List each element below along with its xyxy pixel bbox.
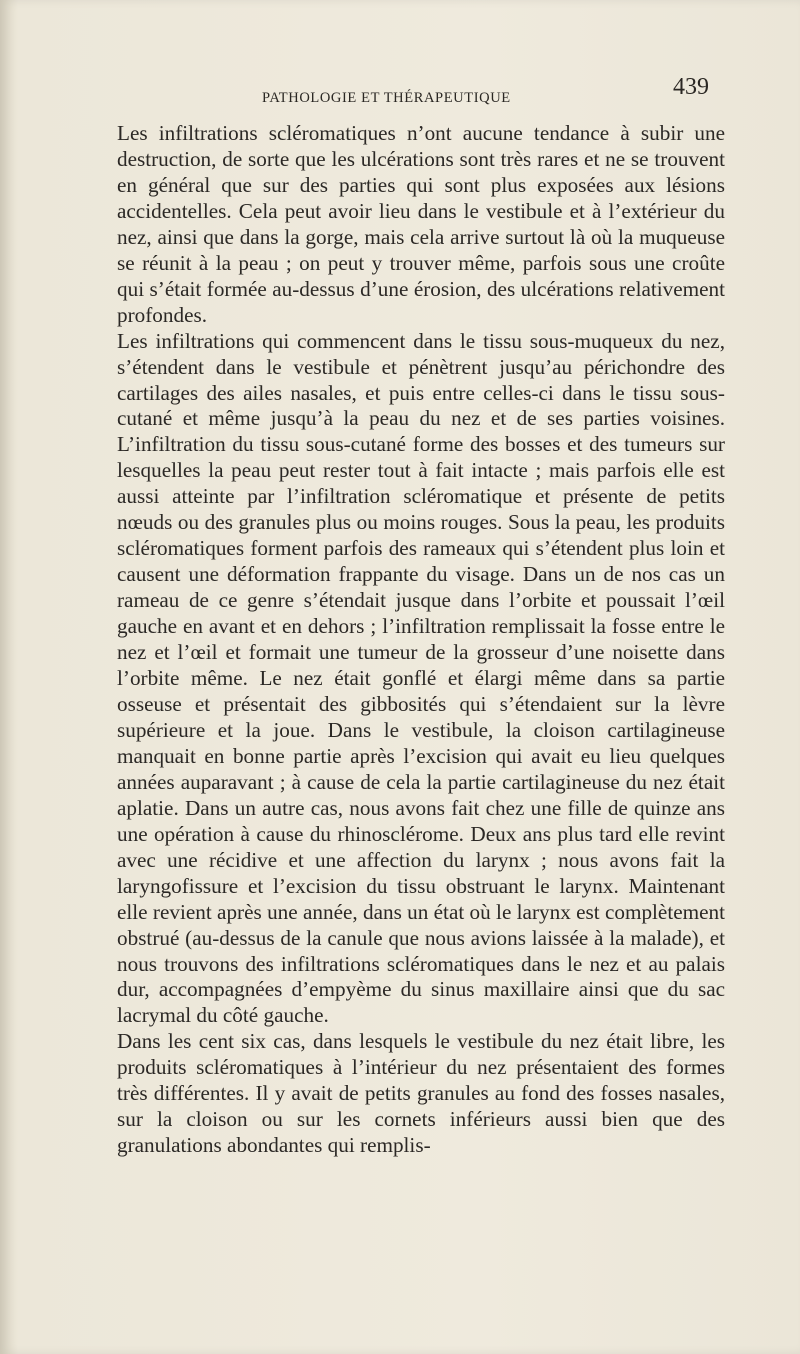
paragraph: Dans les cent six cas, dans lesquels le vestibule du nez était libre, les produits scléromatiques à l’intérieur du nez présentaient des formes très différentes. Il y avait de petits granules au fond des fosses nasales, sur la cloison ou sur les cornets inférieurs aussi bien que des granulations abondantes qui remplis- [117, 1029, 725, 1158]
body-text [117, 121, 725, 1159]
running-title: PATHOLOGIE ET THÉRAPEUTIQUE [262, 90, 511, 106]
page-header [0, 0, 800, 120]
paragraph: Les infiltrations qui commencent dans le tissu sous-muqueux du nez, s’étendent dans le vestibule et pénètrent jusqu’au périchondre des cartilages des ailes nasales, et puis entre celles-ci dans le tissu sous-cutané et même jusqu’à la peau du nez et de ses parties voisines. L’infiltration du tissu sous-cutané forme des bosses et des tumeurs sur lesquelles la peau peut rester tout à fait intacte ; mais parfois elle est aussi atteinte par l’infiltration scléromatique et présente de petits nœuds ou des granules plus ou moins rouges. Sous la peau, les produits scléromatiques forment parfois des rameaux qui s’étendent plus loin et causent une déformation frappante du visage. Dans un de nos cas un rameau de ce genre s’étendait jusque dans l’orbite et poussait l’œil gauche en avant et en dehors ; l’infiltration remplissait la fosse entre le nez et l’œil et formait une tumeur de la grosseur d’une noisette dans l’orbite même. Le nez était gonflé et élargi même dans sa partie osseuse et présentait des gibbosités qui s’étendaient sur la lèvre supérieure et la joue. Dans le vestibule, la cloison cartilagineuse manquait en bonne partie après l’excision qui avait eu lieu quelques années auparavant ; à cause de cela la partie cartilagineuse du nez était aplatie. Dans un autre cas, nous avons fait chez une fille de quinze ans une opération à cause du rhinosclérome. Deux ans plus tard elle revint avec une récidive et une affection du larynx ; nous avons fait la laryngofissure et l’excision du tissu obstruant le larynx. Maintenant elle revient après une année, dans un état où le larynx est complètement obstrué (au-dessus de la canule que nous avions laissée à la malade), et nous trouvons des infiltrations scléromatiques dans le nez et au palais dur, accompagnées d’empyème du sinus maxillaire ainsi que du sac lacrymal du côté gauche. [117, 328, 725, 1028]
paragraph: Les infiltrations scléromatiques n’ont aucune tendance à subir une destruction, de sorte que les ulcérations sont très rares et ne se trouvent en général que sur des parties qui sont plus exposées aux lésions accidentelles. Cela peut avoir lieu dans le vestibule et à l’extérieur du nez, ainsi que dans la gorge, mais cela arrive surtout là où la muqueuse se réunit à la peau ; on peut y trouver même, parfois sous une croûte qui s’était formée au-dessus d’une érosion, des ulcérations relativement profondes. [117, 121, 725, 327]
page-number: 439 [673, 74, 709, 100]
